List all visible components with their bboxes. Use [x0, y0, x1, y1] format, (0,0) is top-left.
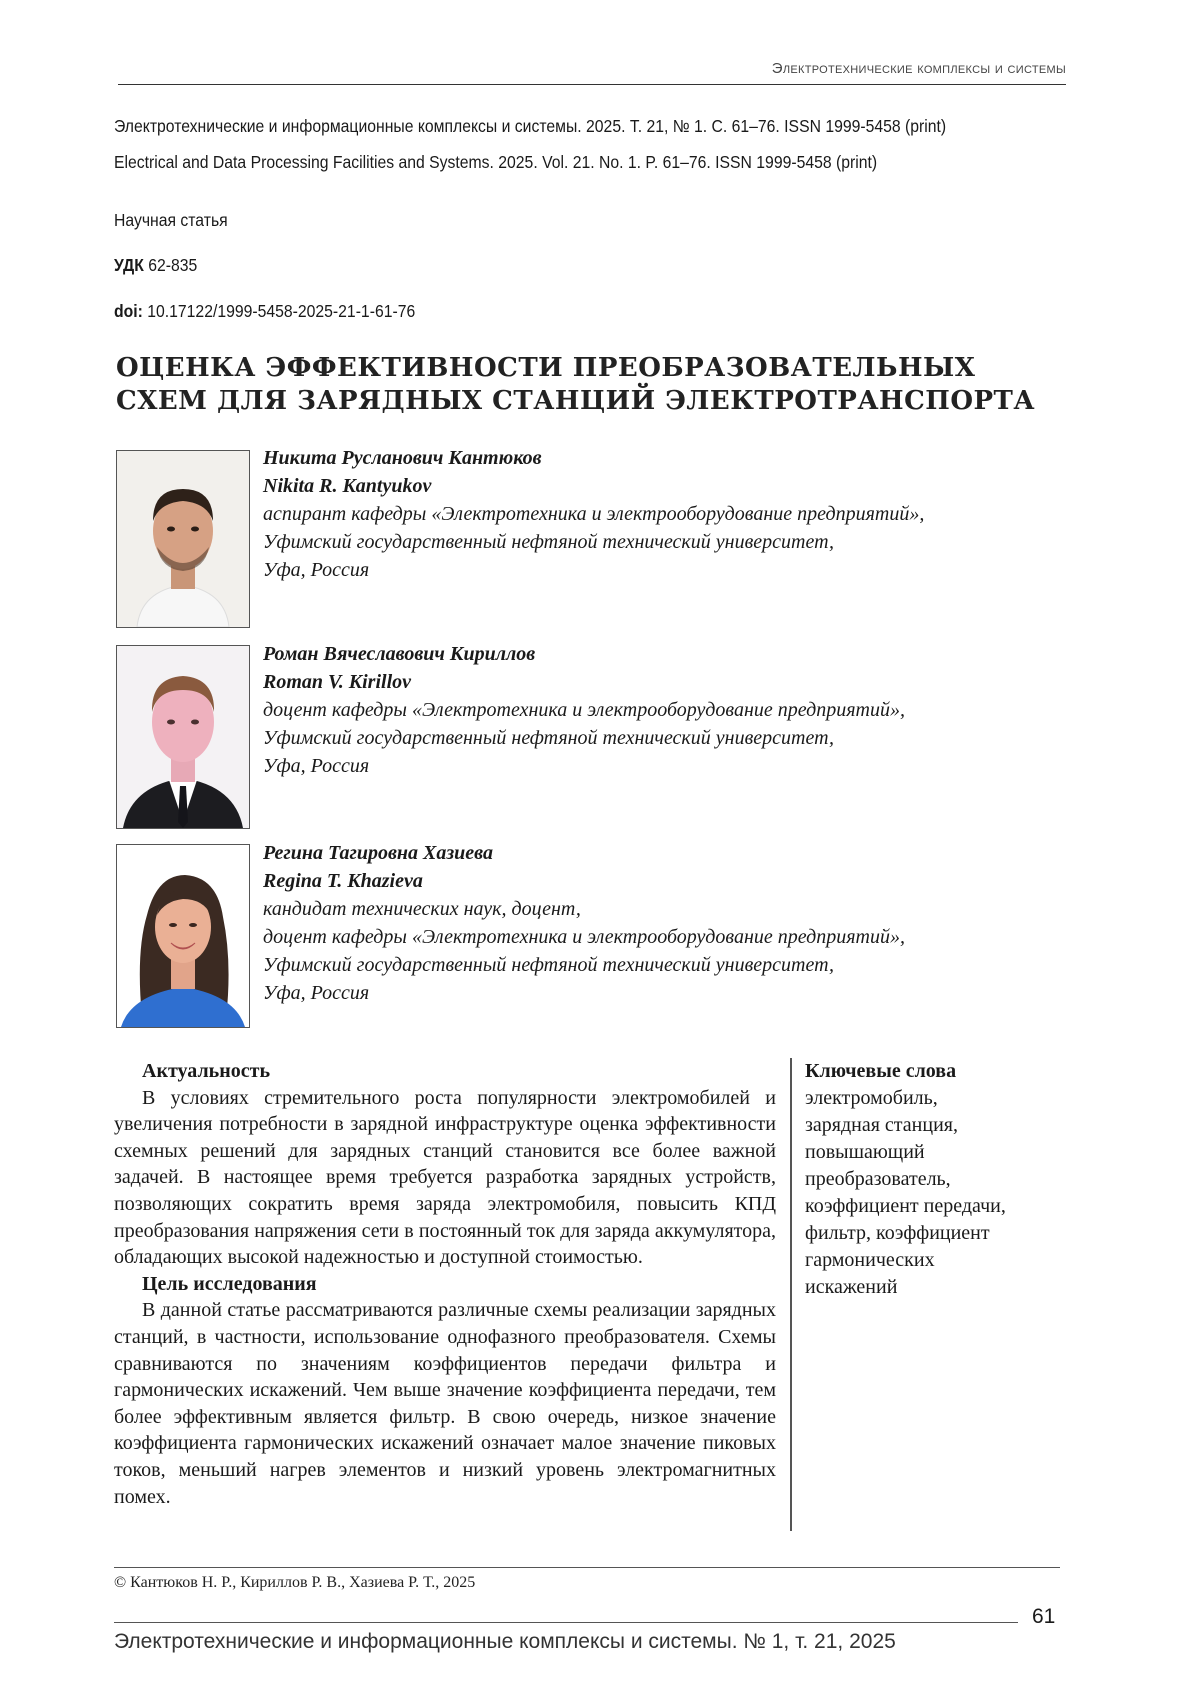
footnote-rule: [114, 1567, 1060, 1568]
author-1-name-ru: Никита Русланович Кантюков: [263, 447, 542, 469]
keyword-line: зарядная станция,: [805, 1114, 958, 1136]
header-rule: [118, 84, 1066, 85]
author-2-name-ru: Роман Вячеславович Кириллов: [263, 643, 536, 665]
author-photo-kirillov: [116, 645, 250, 829]
page-number: 61: [1032, 1605, 1056, 1628]
doi-value: 10.17122/1999-5458-2025-21-1-61-76: [147, 301, 416, 321]
footer-rule: [114, 1622, 1018, 1623]
citation-en: Electrical and Data Processing Facilities and Systems. 2025. Vol. 21. No. 1. P. 61–76. ISSN 1999-5458 (print): [114, 152, 878, 172]
author-1-affiliation-line: Уфимский государственный нефтяной технический университет,: [263, 531, 835, 553]
column-divider: [790, 1058, 792, 1531]
author-1-affiliation-line: Уфа, Россия: [263, 559, 370, 581]
author-2-name-en: Roman V. Kirillov: [263, 671, 412, 693]
author-3: [263, 839, 905, 1007]
author-3-name-en: Regina T. Khazieva: [263, 870, 423, 892]
author-1: [263, 444, 924, 584]
relevance-text: В условиях стремительного роста популярности электромобилей и увеличения потребности в зарядной инфраструктуре оценка эффективности схемных решений для зарядных станций становится все более важной задачей. В настоящее время требуется разработка зарядных устройств, позволяющих сократить время заряда электромобиля, повысить КПД преобразования напряжения сети в постоянный ток для заряда аккумулятора, обладающих высокой надежностью и доступной стоимостью.: [114, 1086, 776, 1269]
udk-label: УДК: [114, 255, 144, 275]
keyword-line: искажений: [805, 1276, 898, 1298]
udk: [114, 255, 197, 276]
title-line-1: ОЦЕНКА ЭФФЕКТИВНОСТИ ПРЕОБРАЗОВАТЕЛЬНЫХ: [116, 353, 976, 383]
aim-text: В данной статье рассматриваются различные схемы реализации зарядных станций, в частности, использование однофазного преобразователя. Схемы сравниваются по значениям коэффициентов передачи фильтра и гармонических искажений. Чем выше значение коэффициента передачи, тем более эффективным является фильтр. В свою очередь, низкое значение коэффициента гармонических искажений означает малое значение пиковых токов, меньший нагрев элементов и низкий уровень электромагнитных помех.: [114, 1299, 776, 1508]
keyword-line: преобразователь,: [805, 1168, 951, 1190]
keywords: [805, 1058, 1065, 1301]
keyword-line: электромобиль,: [805, 1087, 938, 1109]
citation-ru: Электротехнические и информационные комплексы и системы. 2025. Т. 21, № 1. С. 61–76. ISSN 1999-5458 (print): [114, 116, 947, 136]
author-3-affiliation-line: Уфа, Россия: [263, 982, 370, 1004]
udk-value: 62-835: [148, 255, 198, 275]
article-title: [116, 352, 1035, 418]
author-3-name-ru: Регина Тагировна Хазиева: [263, 842, 493, 864]
copyright: © Кантюков Н. Р., Кириллов Р. В., Хазиева Р. Т., 2025: [114, 1574, 476, 1591]
author-2-affiliation-line: Уфа, Россия: [263, 755, 370, 777]
author-photo-khazieva: [116, 844, 250, 1028]
author-3-affiliation-line: кандидат технических наук, доцент,: [263, 898, 581, 920]
running-header: Электротехнические комплексы и системы: [771, 60, 1066, 77]
author-3-affiliation-line: Уфимский государственный нефтяной технический университет,: [263, 954, 835, 976]
keyword-line: коэффициент передачи,: [805, 1195, 1006, 1217]
author-2-affiliation-line: доцент кафедры «Электротехника и электрооборудование предприятий»,: [263, 699, 905, 721]
article-type: Научная статья: [114, 210, 228, 230]
author-2: [263, 640, 905, 780]
author-1-affiliation-line: аспирант кафедры «Электротехника и электрооборудование предприятий»,: [263, 503, 925, 525]
keyword-line: фильтр, коэффициент: [805, 1222, 990, 1244]
keyword-line: повышающий: [805, 1141, 925, 1163]
author-3-affiliation-line: доцент кафедры «Электротехника и электрооборудование предприятий»,: [263, 926, 905, 948]
doi-label: doi:: [114, 301, 143, 321]
relevance-heading: Актуальность: [142, 1060, 271, 1082]
author-1-name-en: Nikita R. Kantyukov: [263, 475, 432, 497]
title-line-2: СХЕМ ДЛЯ ЗАРЯДНЫХ СТАНЦИЙ ЭЛЕКТРОТРАНСПОРТА: [116, 386, 1036, 416]
author-photo-kantyukov: [116, 450, 250, 628]
aim-heading: Цель исследования: [142, 1272, 317, 1295]
journal-footer: Электротехнические и информационные комплексы и системы. № 1, т. 21, 2025: [114, 1630, 896, 1653]
keywords-heading: Ключевые слова: [805, 1060, 957, 1082]
abstract: [114, 1058, 776, 1510]
keyword-line: гармонических: [805, 1249, 935, 1271]
doi: [114, 301, 415, 322]
author-2-affiliation-line: Уфимский государственный нефтяной технический университет,: [263, 727, 835, 749]
